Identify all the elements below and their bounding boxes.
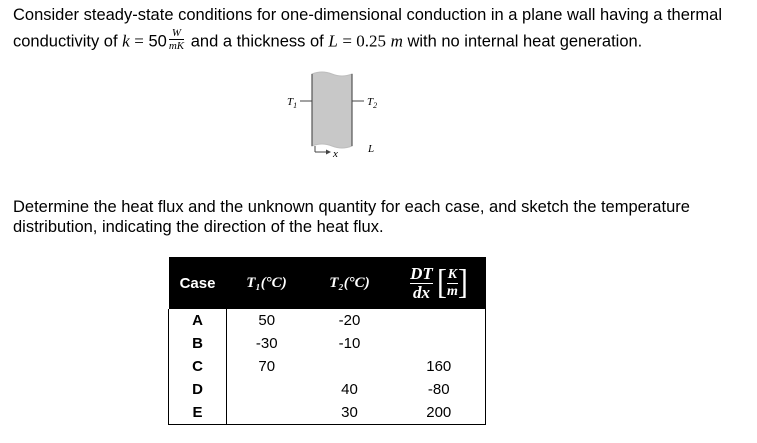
bracket-left: [ [436, 263, 447, 302]
dtdx-numerator: DT [410, 263, 433, 283]
table-row [169, 401, 486, 425]
x-label: x [333, 148, 338, 160]
instruction-line-2: distribution, indicating the direction of the heat flux. [13, 218, 384, 236]
x-axis-arrowhead [326, 150, 331, 155]
dtdx-cell: 200 [393, 401, 486, 425]
k-value: 50 [148, 32, 167, 51]
header-dtdx [393, 257, 486, 309]
k-equals: = [134, 31, 144, 51]
instruction-line-1: Determine the heat flux and the unknown quantity for each case, and sketch the temperature [13, 198, 690, 216]
dtdx-unit-numerator: K [447, 266, 458, 282]
case-cell: B [169, 332, 227, 355]
header-t1: T₁(°C) [246, 274, 287, 291]
t1-label: $T_1$ [287, 96, 298, 110]
case-cell: C [169, 355, 227, 378]
l-label: L [368, 143, 375, 155]
plane-wall-figure [270, 66, 400, 166]
cases-table [168, 257, 486, 425]
case-cell: E [169, 401, 227, 425]
t1-cell [227, 378, 307, 401]
case-cell: D [169, 378, 227, 401]
table-row [169, 355, 486, 378]
l-unit: m [390, 31, 403, 51]
dtdx-unit-denominator: m [446, 283, 458, 299]
dtdx-cell [393, 309, 486, 332]
thickness-text: and a thickness of [190, 32, 324, 51]
k-unit-denominator: mK [168, 40, 185, 52]
t2-cell [307, 355, 393, 378]
t2-cell: -20 [338, 312, 361, 329]
header-case: Case [179, 274, 216, 292]
t1-cell [227, 401, 307, 425]
t2-cell: 30 [307, 401, 393, 425]
dtdx-fraction [410, 265, 433, 302]
k-symbol: k [122, 31, 130, 51]
dtdx-denominator: dx [412, 282, 430, 302]
t1-cell: 70 [258, 358, 276, 375]
t2-cell: -10 [338, 335, 361, 352]
conductivity-text: conductivity of [13, 32, 118, 51]
dtdx-unit-fraction [447, 267, 458, 300]
dtdx-cell [393, 332, 486, 355]
t2-label: $T_2$ [367, 96, 378, 110]
k-unit-fraction [169, 28, 184, 52]
no-generation-text: with no internal heat generation. [407, 32, 643, 51]
t2-cell: 40 [341, 381, 358, 398]
case-cell: A [169, 309, 227, 332]
l-symbol: L [328, 31, 338, 51]
t1-cell: -30 [255, 335, 278, 352]
wall-body [312, 72, 352, 148]
dtdx-cell: 160 [393, 355, 486, 378]
table-row [169, 378, 486, 401]
dtdx-cell: -80 [393, 378, 486, 401]
problem-line-2 [13, 27, 643, 54]
k-unit-numerator: W [169, 28, 184, 40]
table-row [169, 309, 486, 332]
problem-line-1: Consider steady-state conditions for one-dimensional conduction in a plane wall having a thermal [13, 6, 722, 24]
table-row [169, 332, 486, 355]
t1-cell: 50 [258, 312, 276, 329]
l-value: = 0.25 [342, 31, 386, 51]
bracket-right: ] [457, 263, 468, 302]
table-header-row [169, 257, 486, 309]
header-t2: T₂(°C) [329, 274, 370, 291]
